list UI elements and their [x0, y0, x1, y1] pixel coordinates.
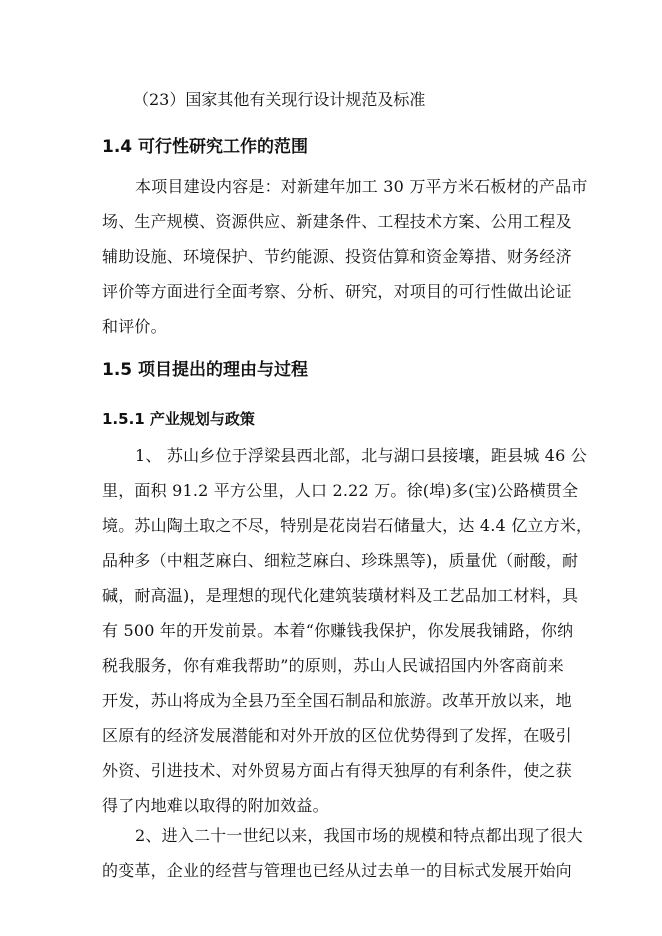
paragraph-line: 开发，苏山将成为全县乃至全国石制品和旅游。改革开放以来，地 [102, 691, 572, 710]
section-1-4-paragraph [102, 177, 588, 352]
paragraph-line: 碱，耐高温)，是理想的现代化建筑装璜材料及工艺品加工材料，具 [102, 586, 579, 605]
subsection-1-5-1-paragraph-1 [102, 446, 593, 831]
paragraph-line: 本项目建设内容是：对新建年加工 30 万平方米石板材的产品市 [135, 177, 588, 196]
paragraph-line: 得了内地难以取得的附加效益。 [102, 796, 329, 815]
paragraph-line: 品种多（中粗芝麻白、细粒芝麻白、珍珠黑等)，质量优（耐酸，耐 [102, 551, 579, 570]
paragraph-line: 评价等方面进行全面考察、分析、研究，对项目的可行性做出论证 [102, 282, 572, 301]
paragraph-line: 1、 苏山乡位于浮梁县西北部，北与湖口县接壤，距县城 46 公 [135, 446, 587, 465]
paragraph-line: 辅助设施、环境保护、节约能源、投资估算和资金筹措、财务经济 [102, 247, 572, 266]
paragraph-line: 场、生产规模、资源供应、新建条件、工程技术方案、公用工程及 [102, 212, 572, 231]
section-heading-1-5: 1.5 项目提出的理由与过程 [102, 360, 309, 380]
paragraph-line: 2、进入二十一世纪以来，我国市场的规模和特点都出现了很大 [135, 826, 583, 845]
paragraph-line: 和评价。 [102, 317, 167, 336]
paragraph-line: 外资、引进技术、对外贸易方面占有得天独厚的有利条件，使之获 [102, 761, 572, 780]
paragraph-line: 税我服务，你有难我帮助”的原则，苏山人民诚招国内外客商前来 [102, 656, 564, 675]
paragraph-line: 境。苏山陶土取之不尽，特别是花岗岩石储量大，达 4.4 亿立方米， [102, 516, 593, 535]
paragraph-line: 里，面积 91.2 平方公里，人口 2.22 万。徐(埠)多(宝)公路横贯全 [102, 481, 579, 500]
subsection-heading-1-5-1: 1.5.1 产业规划与政策 [102, 410, 255, 428]
list-item-23: （23）国家其他有关现行设计规范及标准 [133, 90, 426, 109]
paragraph-line: 有 500 年的开发前景。本着“你赚钱我保护，你发展我铺路，你纳 [102, 621, 574, 640]
paragraph-line: 区原有的经济发展潜能和对外开放的区位优势得到了发挥，在吸引 [102, 726, 572, 745]
subsection-1-5-1-paragraph-2 [102, 826, 583, 896]
paragraph-line: 的变革，企业的经营与管理也已经从过去单一的目标式发展开始向 [102, 861, 572, 880]
section-heading-1-4: 1.4 可行性研究工作的范围 [102, 137, 309, 157]
